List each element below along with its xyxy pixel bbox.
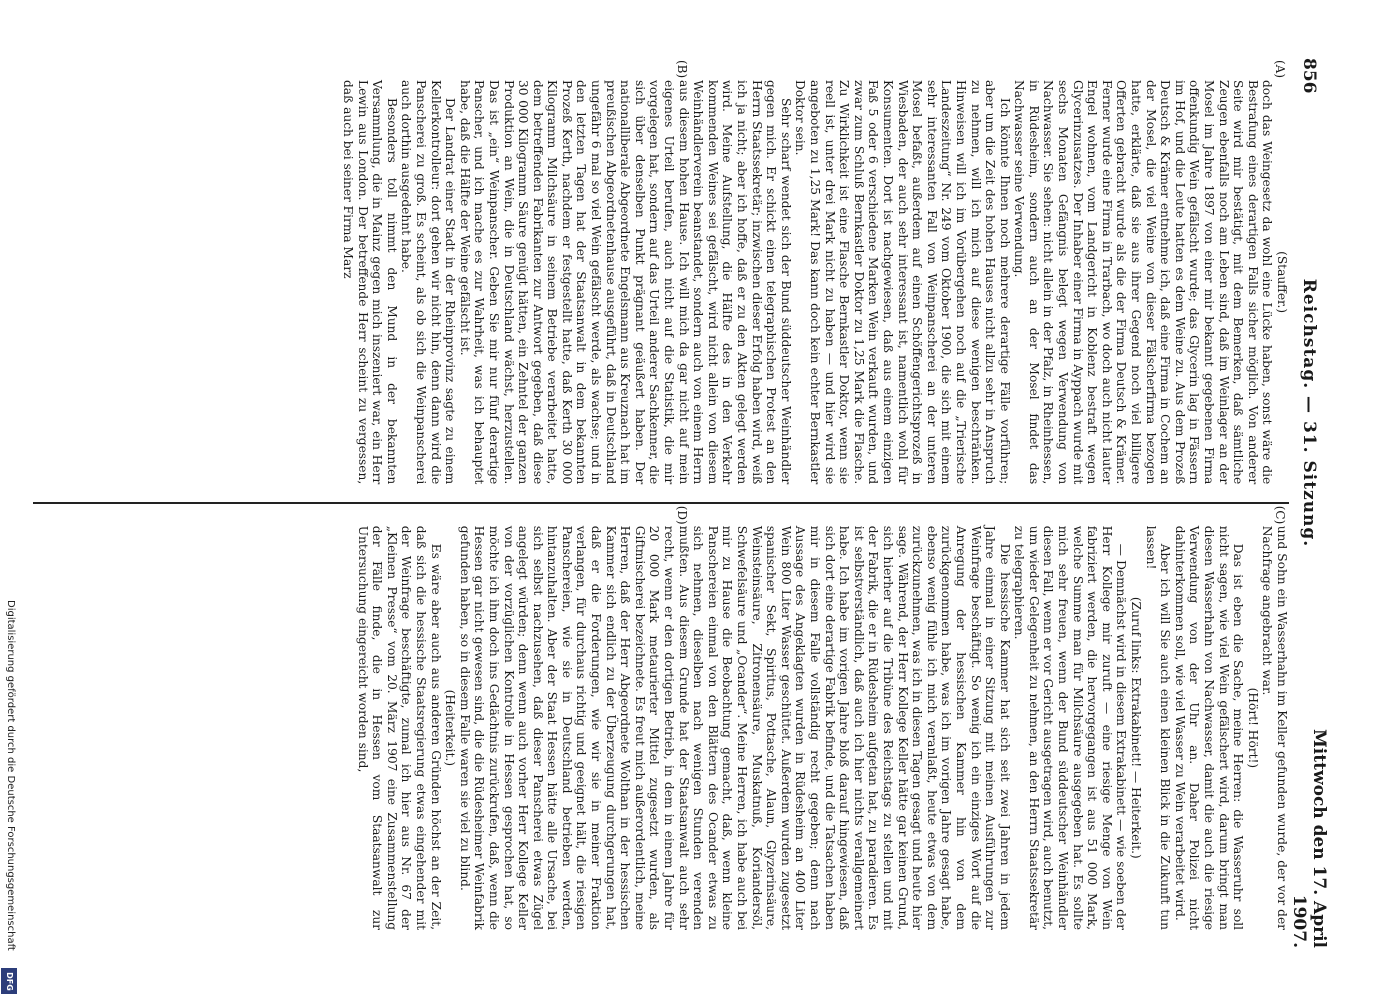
- rotated-page: [23, 48, 1329, 958]
- margin-marker-b: (B): [675, 60, 689, 79]
- paragraph: doch das Weingesetz da wohl eine Lücke haben, sonst wäre die Bestrafung eines derartigen Falls sicher möglich. Von anderer Seite wird mir bestätigt, mit dem Bemerken, daß sämtliche Zeugen ebenfalls noch am Leben sind, daß im Weinlager an der Mosel im Jahre 1897 von einer mir bekannt gegebenen Firma offenkundig Wein gefälscht wurde; das Glycerin lag in Fässern im Hof, und die Leute hatten es dem Weine zu. Aus dem Prozeß Deutsch & Krämer entnehme ich, daß eine Firma in Cochem an der Mosel, die viel Weine von dieser Fälscherfirma bezogen hatte, erklärte, daß sie aus ihrer Gegend noch viel billigere Offerten gebracht wurde als die der Firma Deutsch & Krämer. Ferner wurde eine Firma in Trarbach, wo doch auch nicht lauter Engel wohnen, vom Landgericht in Koblenz bestraft wegen Glycerinzusatzes. Der Inhaber einer Firma in Ayppach wurde mit sechs Monaten Gefängnis belegt wegen Verwendung von Nachwasser. Sie sehen: nicht allein in der Pfalz, in Rheinhessen, in Rüdesheim, sondern auch an der Mosel findet das Nachwasser seine Verwendung.: [1012, 80, 1275, 485]
- paragraph: Aber ich will Sie auch einen kleinen Blick in die Zukunft tun lassen!: [1143, 525, 1173, 930]
- speaker-name: (Stauffer.): [1275, 251, 1289, 314]
- dfg-logo: [1, 968, 17, 994]
- page-header: [1289, 58, 1329, 948]
- page-title: Reichstag. — 31. Sitzung.: [1299, 278, 1319, 548]
- paragraph: und Sohn ein Wasserhahn im Keller gefunden wurde, der vor der Nachfrage angebracht war.: [1260, 525, 1289, 930]
- paragraph: Das ist eben die Sache, meine Herren: die Wasseruhr soll nicht sagen, wie viel Wein gefälschert wird, darum bringt man diesen Wasserhahn von Nachwasser, damit die auch die riesige Verwendung von der Uhr an. Daher Polizei nicht dahinterkommen soll, wie viel Wasser zu Wein verarbeitet wird.: [1172, 525, 1246, 930]
- paragraph: Ich könnte Ihnen noch mehrere derartige Fälle vorführen; aber um die Zeit des hohen Hauses nicht allzu sehr in Anspruch zu nehmen, will ich mich auf diese wenigen beschränken. Hinweisen will ich im Vorübergehen noch auf die „Trierische Landeszeitung“ Nr. 249 vom Oktober 1900, die sich mit einem sehr interessanten Fall von Weinpanscherei an der unteren Mosel befaßt, außerdem auf einen Schöffengerichtsprozeß in Wiesbaden, der auch sehr interessant ist, namentlich wohl für Konsumenten. Dort ist nachgewiesen, daß aus einem einzigen Faß 5 oder 6 verschiedene Marken Wein verkauft wurden, und zwar zum Schluß Bernkastler Doktor zu 1,25 Mark die Flasche. Zu Wirklichkeit ist eine Flasche Bernkastler Doktor, wenn sie reell ist, unter drei Mark nicht zu haben — und hier wird sie angeboten zu 1,25 Mark! Das kann doch kein echter Bernkastler Doktor sein.: [793, 80, 1012, 485]
- paragraph: Es wäre aber auch aus anderen Gründen höchst an der Zeit, daß sich die hessische Staatsregierung etwas eingehender mit der Weinfrage beschäftigte, zumal ich hier aus Nr. 67 der „Kleinen Presse“ vom 20. März 1907 eine Zusammenstellung der Fälle finde, die in Hessen vom Staatsanwalt zur Untersuchung eingereicht worden sind,: [355, 525, 443, 930]
- margin-marker-c: (C): [1273, 505, 1287, 525]
- interjection: (Zuruf links: Extrakabinett! — Heiterkeit.): [1129, 596, 1144, 859]
- margin-marker-a: (A): [1273, 60, 1287, 79]
- left-column: [33, 58, 1289, 502]
- paragraph: Sehr scharf wendet sich der Bund süddeutscher Weinhändler gegen mich. Er schickt einen telegraphischen Protest an den Herrn Staatssekretär; inzwischen dieser Erfolg haben wird, weiß ich ja nicht; aber ich hoffe, daß er zu den Akten gelegt werden wird. Meine Aufstellung, die Hälfte des in den Verkehr kommenden Weines sei gefälscht, wird nicht allein von diesem Weinhändlerverein beanstandet, sondern auch von einem Herrn aus diesem hohen Hause. Ich will mich da gar nicht auf mein eigenes Urteil berufen, auch nicht auf die Statistik, die mir vorgelegen hat, sondern auf das Urteil anderer Sachkenner, die sich über denselben Punkt prägnant geäußert haben. Der nationalliberale Abgeordnete Engelsmann aus Kreuznach hat im preußischen Abgeordnetenhause ausgeführt, daß in Deutschland ungefähr 6 mal so viel Wein gefälscht werde, als wachse; und in den letzten Tagen hat der Staatsanwalt in dem bekannten Prozeß Kerth, nachdem er festgestellt hatte, daß Kerth 30 000 Kilogramm Milchsäure in seinem Betriebe verarbeitet hatte, dem betreffenden Fabrikanten zur Antwort gegeben, daß diese 30 000 Kilogramm Säure genügt hätten, ein Zehntel der ganzen Produktion an Wein, die in Deutschland wächst, herzustellen. Das ist „ein“ Weinpanscher. Geben Sie mir nur fünf derartige Panscher, und ich mache es zur Wahrheit, was ich behauptet habe, daß die Hälfte der Weine gefälscht ist.: [457, 80, 793, 485]
- digitization-note: Digitalisierung gefördert durch die Deutsche Forschungsgemeinschaft: [5, 600, 16, 951]
- paragraph: — Demnächst wird in diesem Extrakabinett — wie soeben der Herr Kollege mir zuruft — eine riesige Menge von Wein fabriziert werden, die hervorgegangen ist aus 51 000 Mark, welche Summe man für Milchsäure ausgegeben hat. Es sollte mich sehr freuen, wenn der Bund süddeutscher Weinhändler diesen Fall, wenn er vor Gericht ausgetragen wird, auch benutzt, um wieder Gelegenheit zu nehmen, an den Herrn Staatssekretär zu telegraphieren.: [1012, 525, 1129, 930]
- session-date: Mittwoch den 17. April 1907.: [1289, 728, 1329, 948]
- margin-marker-d: (D): [675, 505, 689, 525]
- paragraph: Der Landrat einer Stadt in der Rheinprovinz sagte zu einem Kellerkontrolleur: dort gehen wir nicht hin, denn dann wird die Panscherei zu groß. Es scheint, als ob sich die Weinpanscherei auch dorthin ausgedehnt habe.: [399, 80, 458, 485]
- text-columns: [33, 58, 1289, 948]
- digitization-footer: [2, 600, 16, 995]
- page-number: 856: [1299, 58, 1319, 94]
- paragraph: Besonders toll nimmt den Mund in der bekannten Versammlung, die in Mainz gegen mich inszeniert war, ein Herr Lewin aus London. Der betreffende Herr scheint zu vergessen, daß auch bei seiner Firma Marz: [341, 80, 399, 485]
- interjection: (Hört! Hört!): [1245, 687, 1260, 769]
- interjection: (Heiterkeit.): [443, 689, 458, 767]
- right-column: [33, 504, 1289, 948]
- paragraph: Die hessische Kammer hat sich seit zwei Jahren in jedem Jahre einmal in einer Sitzung mit meinen Ausführungen zur Weinfrage beschäftigt. So wenig ich ein einziges Wort auf die Anregung der hessischen Kammer hin von dem zurückgenommen habe, was ich im vorigen Jahre gesagt habe, ebenso wenig fühle ich mich veranlaßt, heute etwas von dem zurückzunehmen, was ich in diesen Tagen gesagt und heute hier sage. Während, der Herr Kollege Keller hätte gar keinen Grund, sich hierher auf die Tribüne des Reichstags zu stellen und mit der Fabrik, die er in Rüdesheim aufgetan hat, zu paradieren. Es ist selbstverständlich, daß auch ich hier nichts verallgemeinert habe. Ich habe im vorigen Jahre bloß darauf hingewiesen, daß sich dort eine derartige Fabrik befinde, und die Tatsachen haben mir in diesem Falle vollständig recht gegeben; denn nach Aussage des Angeklagten wurden in Rüdesheim an 400 Liter Wein 800 Liter Wasser geschüttet. Außerdem wurden zugesetzt spanischer Sekt, Spiritus, Pottasche, Alaun, Glyzerinsäure, Weinsteinsäure, Zitronensäure, Muskatnuß, Koriandersöl, Schwefelsäure und „Ocander“. Meine Herren, ich habe auch bei mir zu Hause die Beobachtung gemacht, daß, wenn kleine Panschereien einmal von den Blättern des Ocander etwas zu sich nehmen, dieselben nach wenigen Stunden verenden mußten. Aus diesem Grunde hat der Staatsanwalt auch sehr recht, wenn er den dortigen Betrieb, in dem in einem Jahre für 20 000 Mark metaurierter Mittel zugesetzt wurden, als Giftmischerei bezeichnete. Es freut mich außerordentlich, meine Herren, daß der Herr Abgeordnete Wolthan in der hessischen Kammer sich endlich zu der Überzeugung durchgerungen hat, daß er die Forderungen, wie wir sie in meiner Fraktion verlangen, für durchaus richtig und geeignet hält, die riesigen Panschereien, wie sie in Deutschland betrieben werden, hintanzuhalten. Aber der Staat Hessen hätte alle Ursache, bei sich selbst nachzusehen, daß dieser Panscherei etwas Zügel angelegt würden; denn wenn auch vorher Herr Kollege Keller von der vorzüglichen Kontrolle in Hessen gesprochen hat, so möchte ich ihm doch ins Gedächtnis zurückrufen, daß, wenn die Hessen gar nicht gewesen sind, die die Rüdesheimer Weinfabrik gefunden haben, so in diesem Falle waren sie viel zu blind.: [457, 525, 1012, 930]
- dfg-logo-text: DFG: [4, 971, 14, 991]
